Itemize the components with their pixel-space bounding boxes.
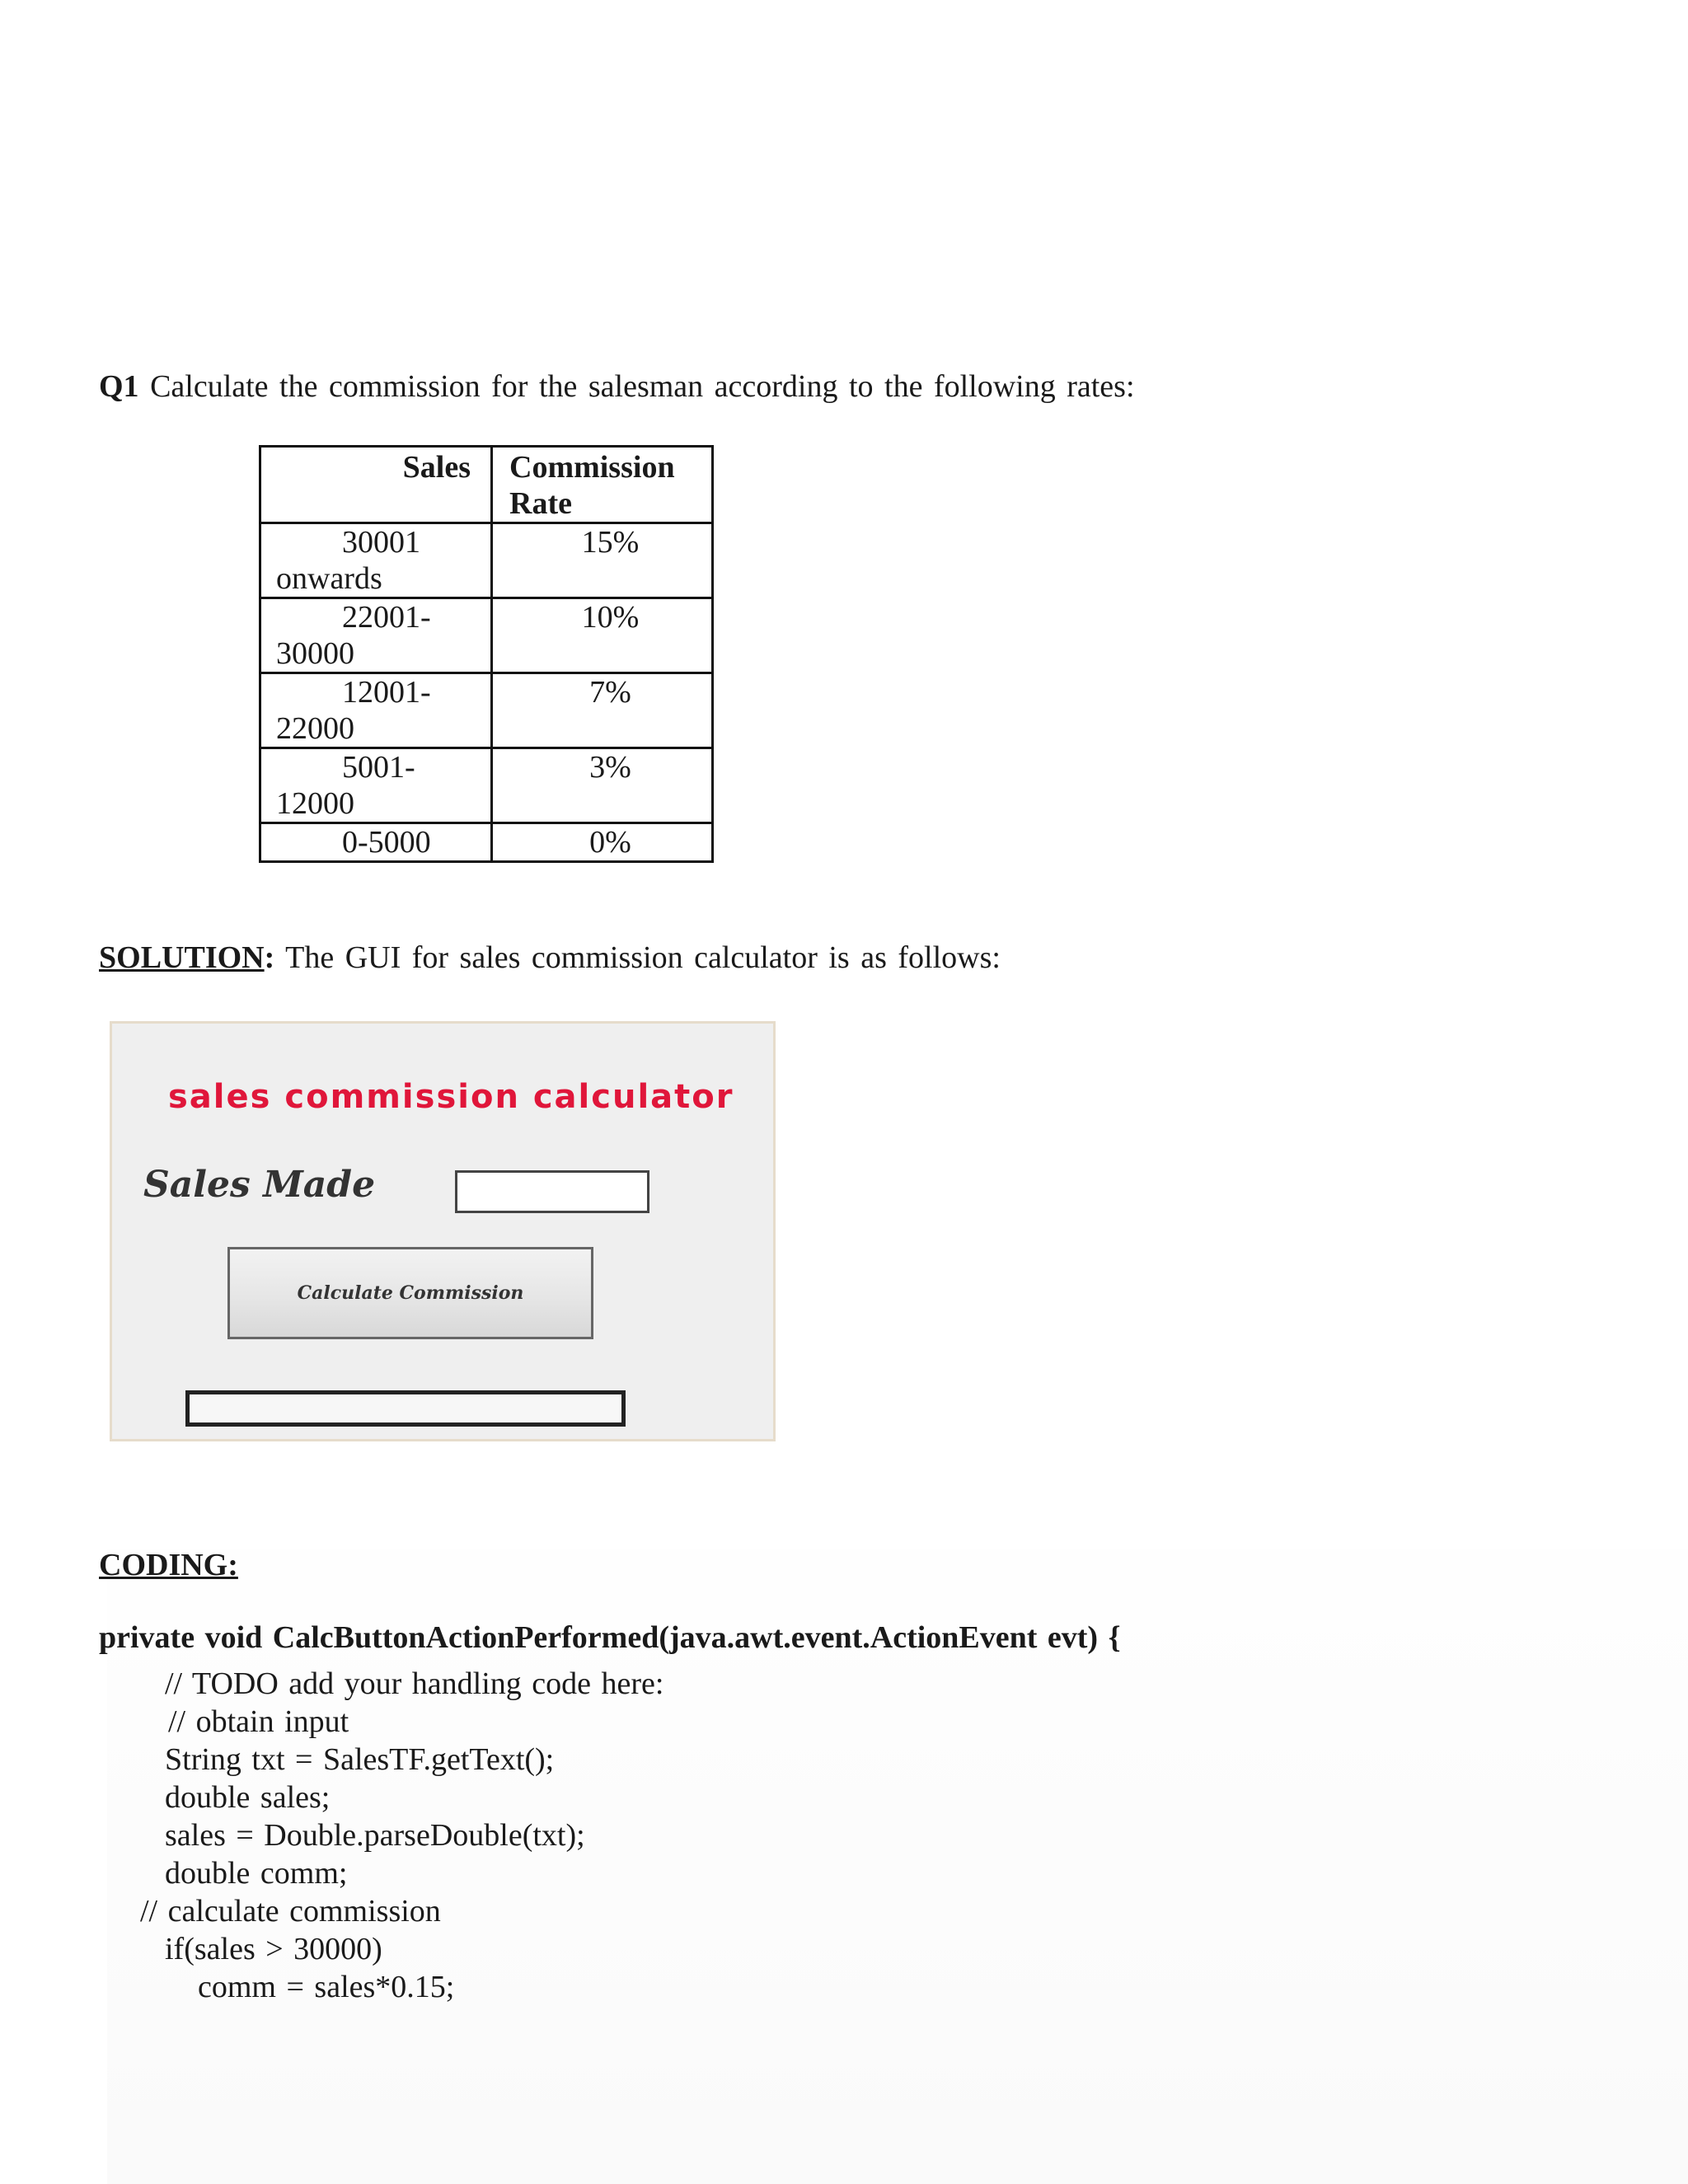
table-row	[260, 523, 713, 598]
commission-rate-cell: 10%	[492, 598, 713, 673]
solution-colon: :	[264, 940, 275, 975]
calculate-commission-label: Calculate Commission	[297, 1282, 524, 1304]
code-line: // obtain input	[168, 1704, 349, 1739]
code-line: sales = Double.parseDouble(txt);	[165, 1818, 585, 1853]
question-number: Q1	[99, 369, 139, 404]
table-row	[260, 598, 713, 673]
solution-text: The GUI for sales commission calculator is as follows:	[285, 940, 1001, 975]
sales-range-start: 30001	[342, 525, 420, 560]
sales-column-header: Sales	[260, 447, 492, 523]
sales-range-cell	[260, 673, 492, 748]
sales-range-start: 0-5000	[342, 825, 431, 860]
sales-range-cell	[260, 748, 492, 823]
table-row	[260, 673, 713, 748]
table-row	[260, 823, 713, 862]
coding-heading: CODING:	[99, 1548, 238, 1582]
question-body: Calculate the commission for the salesman according to the following rates:	[150, 369, 1135, 404]
code-line: // calculate commission	[140, 1894, 441, 1929]
calculate-commission-button[interactable]	[227, 1247, 593, 1339]
sales-made-label: Sales Made	[143, 1164, 376, 1206]
table-header-row	[260, 447, 713, 523]
sales-range-start: 22001-	[342, 600, 431, 635]
code-line: String txt = SalesTF.getText();	[165, 1742, 555, 1777]
sales-range-cell	[260, 823, 492, 862]
code-line: double sales;	[165, 1780, 331, 1815]
sales-range-end: 30000	[276, 636, 354, 671]
solution-paragraph	[99, 940, 1001, 976]
sales-range-start: 12001-	[342, 675, 431, 710]
question-text	[99, 368, 1135, 405]
code-line: comm = sales*0.15;	[198, 1970, 455, 2004]
commission-rate-cell: 3%	[492, 748, 713, 823]
code-line: if(sales > 30000)	[165, 1932, 382, 1966]
code-line-method-signature: private void CalcButtonActionPerformed(java.awt.event.ActionEvent evt) {	[99, 1620, 1121, 1655]
code-line: // TODO add your handling code here:	[165, 1666, 664, 1701]
sales-range-cell	[260, 598, 492, 673]
calculator-gui-screenshot	[110, 1021, 776, 1441]
commission-rate-cell: 0%	[492, 823, 713, 862]
sales-range-cell	[260, 523, 492, 598]
rate-column-header: Commission Rate	[492, 447, 713, 523]
sales-input[interactable]	[455, 1170, 649, 1213]
gui-title: sales commission calculator	[168, 1078, 734, 1116]
commission-rate-cell: 7%	[492, 673, 713, 748]
commission-rates-table	[259, 445, 714, 863]
code-line: double comm;	[165, 1856, 348, 1891]
solution-heading: SOLUTION	[99, 940, 265, 975]
sales-range-start: 5001-	[342, 750, 415, 785]
commission-rate-cell: 15%	[492, 523, 713, 598]
commission-output-field	[185, 1390, 626, 1427]
table-row	[260, 748, 713, 823]
sales-range-end: 12000	[276, 786, 354, 821]
sales-range-end: onwards	[276, 561, 382, 596]
sales-range-end: 22000	[276, 711, 354, 746]
